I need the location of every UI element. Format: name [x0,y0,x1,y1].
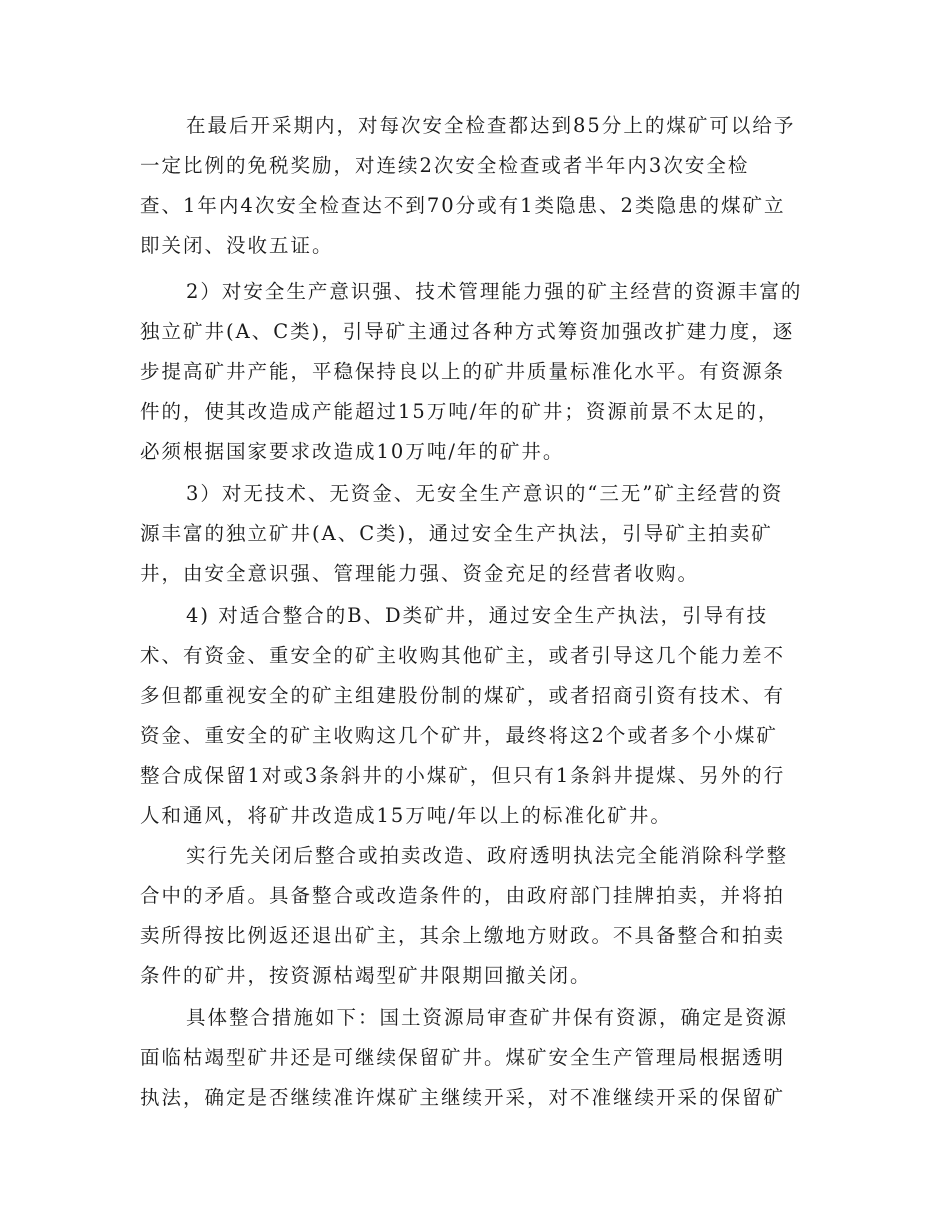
text-line: 3）对无技术、无资金、无安全生产意识的“三无”矿主经营的资 [186,482,784,505]
text-line: 独立矿井(A、C类)，引导矿主通过各种方式筹资加强改扩建力度，逐 [140,320,795,343]
paragraph-item-4 [140,596,820,836]
text-line: 实行先关闭后整合或拍卖改造、政府透明执法完全能消除科学整 [186,844,789,867]
text-line: 卖所得按比例返还退出矿主，其余上缴地方财政。不具备整合和拍卖 [140,924,786,947]
text-line: 4) 对适合整合的B、D类矿井，通过安全生产执法，引导有技 [186,604,769,627]
text-line: 一定比例的免税奖励，对连续2次安全检查或者半年内3次安全检 [140,154,750,177]
paragraph-integration-measures [140,998,820,1118]
text-line: 人和通风，将矿井改造成15万吨/年以上的标准化矿井。 [140,804,672,827]
text-line: 执法，确定是否继续准许煤矿主继续开采，对不准继续开采的保留矿 [140,1086,786,1109]
text-line: 条件的矿井，按资源枯竭型矿井限期回撤关闭。 [140,964,592,987]
paragraph-item-3 [140,474,820,594]
text-line: 整合成保留1对或3条斜井的小煤矿，但只有1条斜井提煤、另外的行 [140,764,786,787]
text-line: 查、1年内4次安全检查达不到70分或有1类隐患、2类隐患的煤矿立 [140,194,786,217]
text-line: 井，由安全意识强、管理能力强、资金充足的经营者收购。 [140,562,700,585]
text-line: 2）对安全生产意识强、技术管理能力强的矿主经营的资源丰富的 [186,280,803,303]
text-line: 源丰富的独立矿井(A、C类)，通过安全生产执法，引导矿主拍卖矿 [140,522,773,545]
text-line: 在最后开采期内，对每次安全检查都达到85分上的煤矿可以给予 [186,114,796,137]
text-line: 面临枯竭型矿井还是可继续保留矿井。煤矿安全生产管理局根据透明 [140,1046,786,1069]
text-line: 件的，使其改造成产能超过15万吨/年的矿井；资源前景不太足的， [140,400,780,423]
text-line: 必须根据国家要求改造成10万吨/年的矿井。 [140,440,565,463]
text-line: 步提高矿井产能，平稳保持良以上的矿井质量标准化水平。有资源条 [140,360,786,383]
paragraph-item-2 [140,272,820,472]
text-line: 合中的矛盾。具备整合或改造条件的，由政府部门挂牌拍卖，并将拍 [140,884,786,907]
text-line: 资金、重安全的矿主收购这几个矿井，最终将这2个或者多个小煤矿 [140,724,778,747]
text-line: 术、有资金、重安全的矿主收购其他矿主，或者引导这几个能力差不 [140,644,786,667]
text-line: 即关闭、没收五证。 [140,234,334,257]
text-line: 多但都重视安全的矿主组建股份制的煤矿，或者招商引资有技术、有 [140,684,786,707]
text-line: 具体整合措施如下：国土资源局审查矿井保有资源，确定是资源 [186,1006,789,1029]
paragraph-close-then-integrate [140,836,820,996]
paragraph-tax-incentive [140,106,820,266]
